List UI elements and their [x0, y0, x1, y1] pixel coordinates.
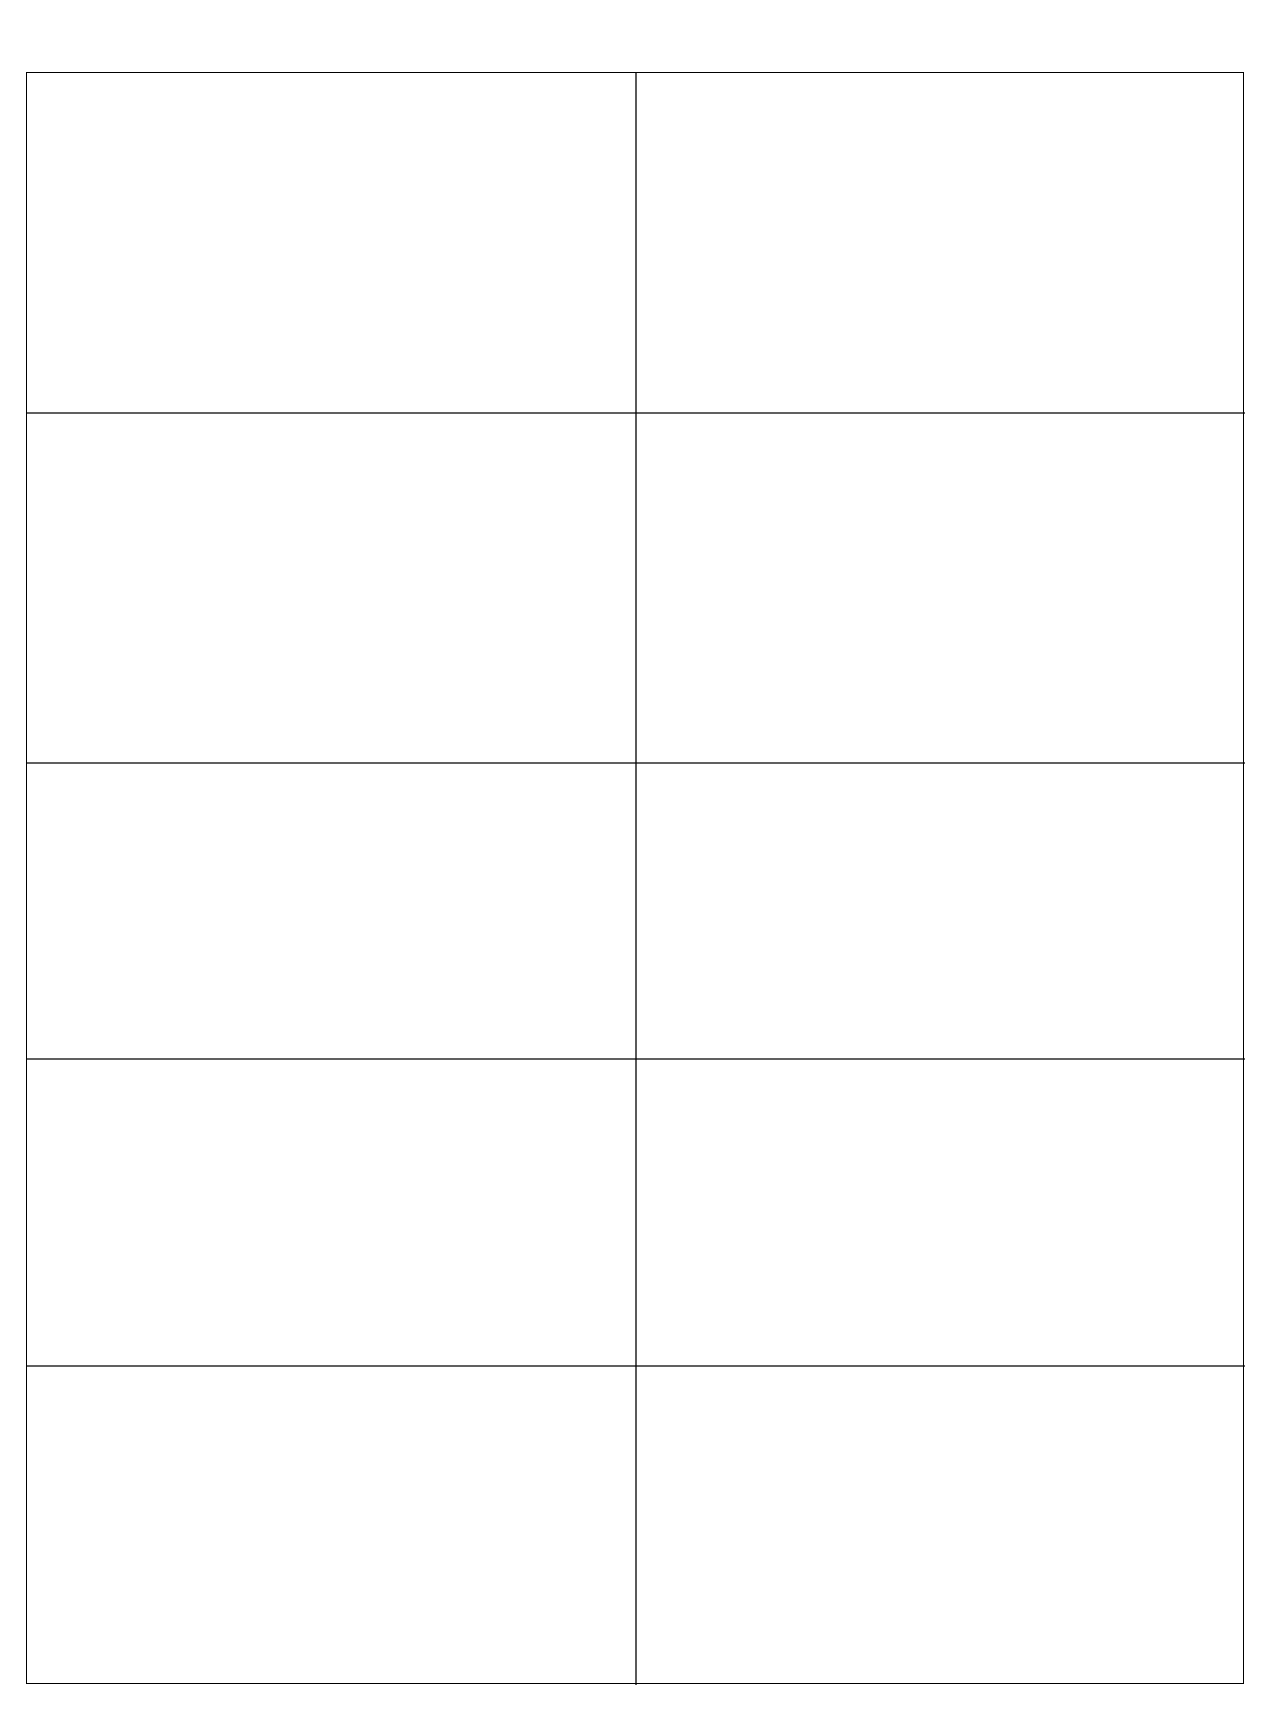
profile-cell [636, 763, 1245, 1059]
heatsink-drawing [27, 763, 636, 1059]
profile-cell [27, 763, 636, 1059]
profile-cell [27, 413, 636, 763]
profile-cell [636, 413, 1245, 763]
profile-cell [636, 1059, 1245, 1366]
profile-cell [27, 73, 636, 413]
heatsink-drawing [27, 413, 636, 763]
heatsink-drawing [636, 413, 1245, 763]
heatsink-drawing [636, 763, 1245, 1059]
profile-cell [636, 1366, 1245, 1685]
profile-cell [636, 73, 1245, 413]
heatsink-drawing [27, 1059, 636, 1366]
profile-cell [27, 1366, 636, 1685]
profile-cell [27, 1059, 636, 1366]
heatsink-drawing [27, 1366, 636, 1685]
profile-table [26, 72, 1244, 1684]
heatsink-drawing [636, 73, 1245, 413]
heatsink-drawing [27, 73, 636, 413]
